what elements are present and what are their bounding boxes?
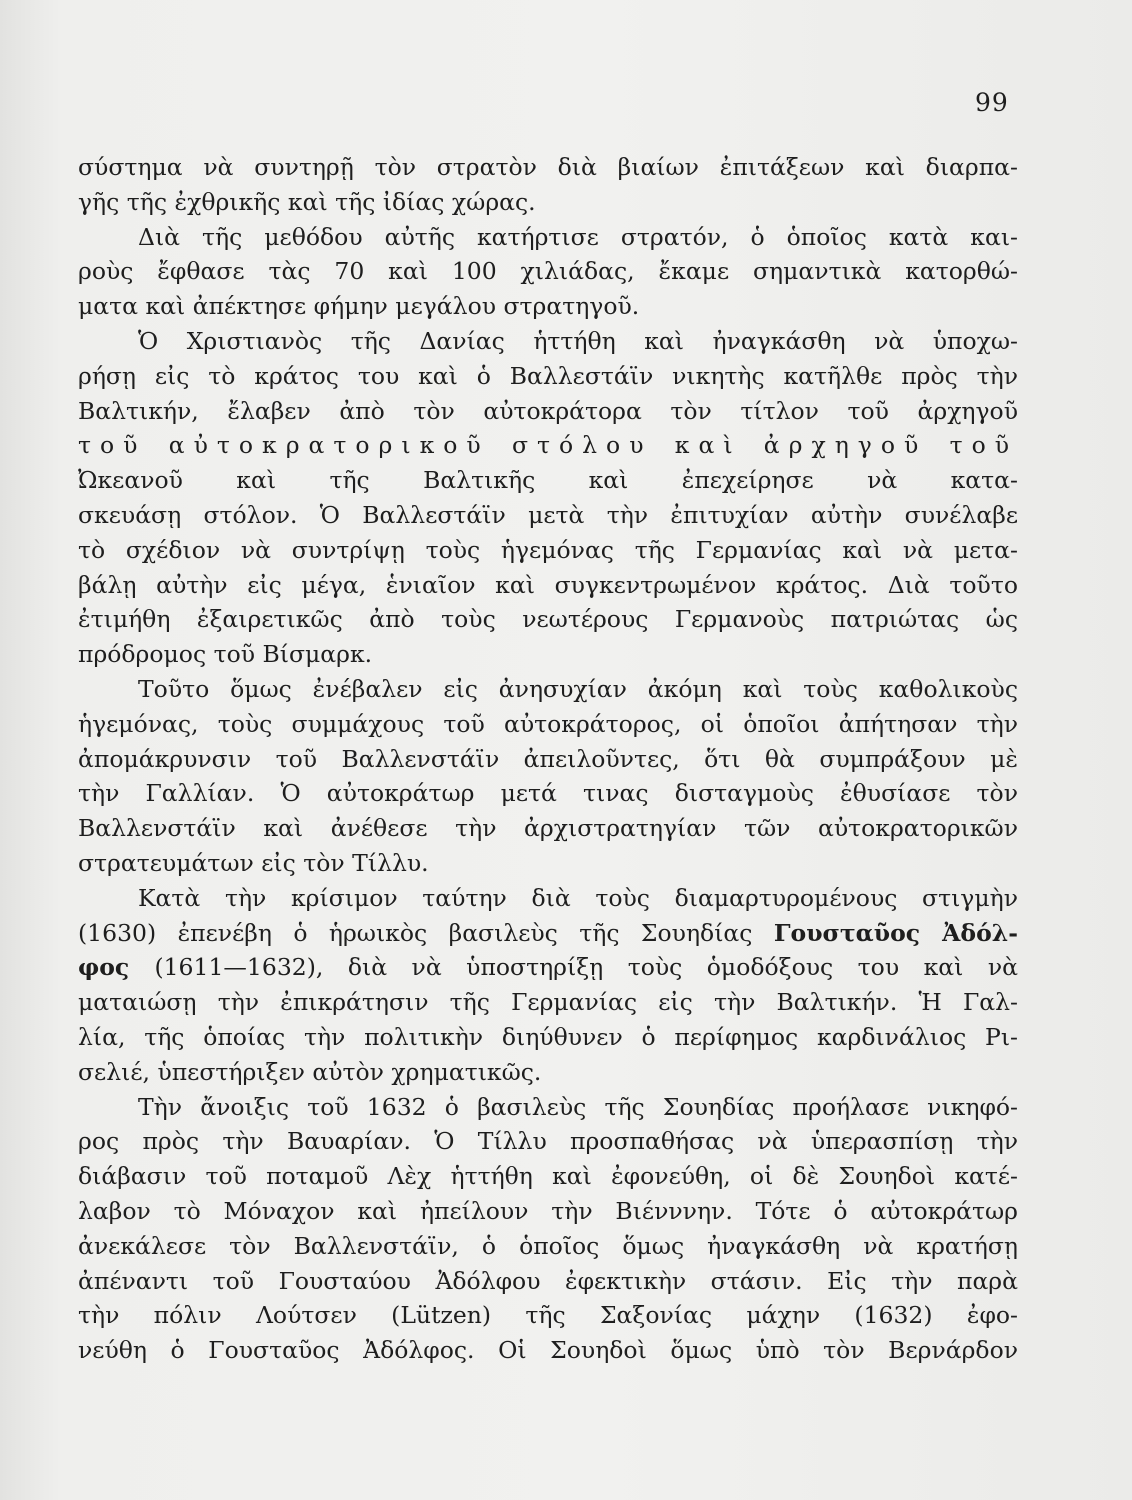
text-line: ρήσῃ εἰς τὸ κράτος του καὶ ὁ Βαλλεστάϊν νικητὴς κατῆλθε πρὸς τὴν [78, 361, 1018, 390]
text-line: Διὰ τῆς μεθόδου αὐτῆς κατήρτισε στρατόν, ὁ ὁποῖος κατὰ και- [138, 222, 1018, 251]
text-line: λία, τῆς ὁποίας τὴν πολιτικὴν διηύθυνεν ὁ περίφημος καρδινάλιος Ρι- [78, 1022, 1018, 1051]
text-line: τὴν Γαλλίαν. Ὁ αὐτοκράτωρ μετά τινας δισταγμοὺς ἐθυσίασε τὸν [78, 779, 1018, 808]
text-line: νεύθη ὁ Γουσταῦος Ἀδόλφος. Οἱ Σουηδοὶ ὅμως ὑπὸ τὸν Βερνάρδον [78, 1336, 1018, 1365]
text-line: Τὴν ἄνοιξις τοῦ 1632 ὁ βασιλεὺς τῆς Σουηδίας προήλασε νικηφό- [138, 1092, 1018, 1121]
text-line: ἀπομάκρυνσιν τοῦ Βαλλενστάϊν ἀπειλοῦντες, ὅτι θὰ συμπράξουν μὲ [78, 744, 1018, 773]
bold-name: φος [78, 953, 155, 982]
text-line: ἡγεμόνας, τοὺς συμμάχους τοῦ αὐτοκράτορος, οἱ ὁποῖοι ἀπήτησαν τὴν [78, 709, 1018, 738]
text-line: Ὠκεανοῦ καὶ τῆς Βαλτικῆς καὶ ἐπεχείρησε νὰ κατα- [78, 466, 1018, 495]
text-line: πρόδρομος τοῦ Βίσμαρκ. [78, 640, 373, 669]
text-line: Τοῦτο ὅμως ἐνέβαλεν εἰς ἀνησυχίαν ἀκόμη καὶ τοὺς καθολικοὺς [138, 674, 1018, 703]
text-line: ροὺς ἔφθασε τὰς 70 καὶ 100 χιλιάδας, ἔκαμε σημαντικὰ κατορθώ- [78, 257, 1018, 286]
text-line: Βαλτικήν, ἔλαβεν ἀπὸ τὸν αὐτοκράτορα τὸν τίτλον τοῦ ἀρχηγοῦ [78, 396, 1018, 425]
text-line: ἐτιμήθη ἐξαιρετικῶς ἀπὸ τοὺς νεωτέρους Γερμανοὺς πατριώτας ὡς [78, 605, 1018, 634]
text-line [78, 950, 1018, 985]
text-line: βάλῃ αὐτὴν εἰς μέγα, ἑνιαῖον καὶ συγκεντρωμένον κράτος. Διὰ τοῦτο [78, 570, 1018, 599]
text-line: σελιέ, ὑπεστήριξεν αὐτὸν χρηματικῶς. [78, 1057, 542, 1086]
text-line: ἀνεκάλεσε τὸν Βαλλενστάϊν, ὁ ὁποῖος ὅμως ἠναγκάσθη νὰ κρατήσῃ [78, 1231, 1018, 1260]
text-line: τὸ σχέδιον νὰ συντρίψῃ τοὺς ἡγεμόνας τῆς Γερμανίας καὶ νὰ μετα- [78, 535, 1018, 564]
text-line: ματαιώσῃ τὴν ἐπικράτησιν τῆς Γερμανίας εἰς τὴν Βαλτικήν. Ἡ Γαλ- [78, 988, 1018, 1017]
text-line: ἀπέναντι τοῦ Γουσταύου Ἀδόλφου ἐφεκτικὴν στάσιν. Εἰς τὴν παρὰ [78, 1266, 1018, 1295]
text-line: σύστημα νὰ συντηρῇ τὸν στρατὸν διὰ βιαίων ἐπιτάξεων καὶ διαρπα- [78, 153, 1018, 181]
text-line: λαβον τὸ Μόναχον καὶ ἠπείλουν τὴν Βιένννην. Τότε ὁ αὐτοκράτωρ [78, 1196, 1018, 1225]
text-line: σκευάσῃ στόλον. Ὁ Βαλλεστάϊν μετὰ τὴν ἐπιτυχίαν αὐτὴν συνέλαβε [78, 500, 1018, 529]
text-line: Βαλλενστάϊν καὶ ἀνέθεσε τὴν ἀρχιστρατηγίαν τῶν αὐτοκρατορικῶν [78, 814, 1018, 843]
body-text [78, 150, 1018, 1368]
bold-name: Γουσταῦος Ἀδόλ- [773, 918, 1018, 947]
text-line: διάβασιν τοῦ ποταμοῦ Λὲχ ἡττήθη καὶ ἐφονεύθη, οἱ δὲ Σουηδοὶ κατέ- [78, 1162, 1018, 1191]
text-segment: (1630) ἐπενέβη ὁ ἡρωικὸς βασιλεὺς τῆς Σουηδίας [78, 918, 774, 947]
page-number: 99 [975, 88, 1009, 117]
text-line: τὴν πόλιν Λούτσεν (Lützen) τῆς Σαξονίας μάχην (1632) ἐφο- [78, 1301, 1018, 1330]
text-segment: (1611—1632), διὰ νὰ ὑποστηρίξῃ τοὺς ὁμοδόξους του καὶ νὰ [154, 953, 1018, 982]
text-line: στρατευμάτων εἰς τὸν Τίλλυ. [78, 848, 429, 877]
text-line: Κατὰ τὴν κρίσιμον ταύτην διὰ τοὺς διαμαρτυρομένους στιγμὴν [138, 883, 1018, 912]
text-line: ματα καὶ ἀπέκτησε φήμην μεγάλου στρατηγοῦ. [78, 292, 640, 321]
text-line: τοῦ αὐτοκρατορικοῦ στόλου καὶ ἀρχηγοῦ τοῦ [78, 431, 1018, 460]
text-line [78, 916, 1018, 951]
text-line: Ὁ Χριστιανὸς τῆς Δανίας ἡττήθη καὶ ἠναγκάσθη νὰ ὑποχω- [138, 326, 1018, 355]
text-line: ρος πρὸς τὴν Βαυαρίαν. Ὁ Τίλλυ προσπαθήσας νὰ ὑπερασπίσῃ τὴν [78, 1127, 1018, 1156]
text-line: γῆς τῆς ἐχθρικῆς καὶ τῆς ἰδίας χώρας. [78, 187, 536, 216]
